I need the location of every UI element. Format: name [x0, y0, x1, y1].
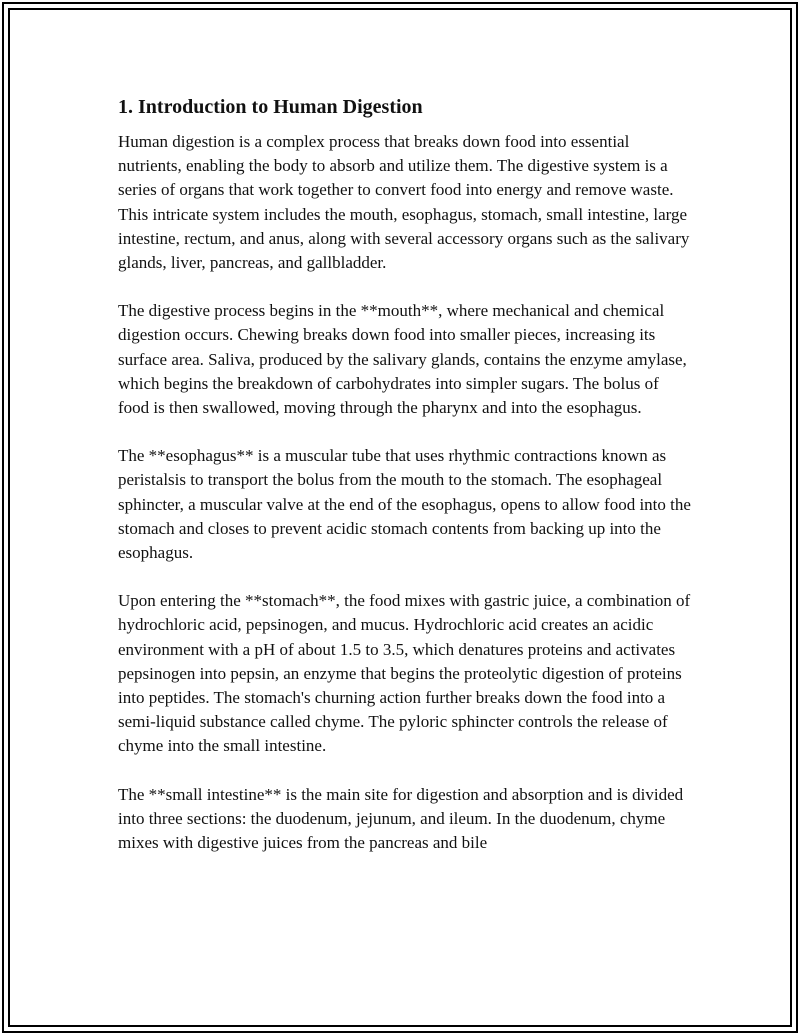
- document-body: [118, 94, 692, 879]
- paragraph-mouth: The digestive process begins in the **mouth**, where mechanical and chemical digestion occurs. Chewing breaks down food into smaller pieces, increasing its surface area. Saliva, produced by the salivary glands, contains the enzyme amylase, which begins the breakdown of carbohydrates into simpler sugars. The bolus of food is then swallowed, moving through the pharynx and into the esophagus.: [118, 301, 687, 418]
- paragraph-esophagus: The **esophagus** is a muscular tube that uses rhythmic contractions known as peristalsis to transport the bolus from the mouth to the stomach. The esophageal sphincter, a muscular valve at the end of the esophagus, opens to allow food into the stomach and closes to prevent acidic stomach contents from backing up into the esophagus.: [118, 446, 691, 563]
- paragraph-introduction: Human digestion is a complex process that breaks down food into essential nutrients, enabling the body to absorb and utilize them. The digestive system is a series of organs that work together to convert food into energy and remove waste. This intricate system includes the mouth, esophagus, stomach, small intestine, large intestine, rectum, and anus, along with several accessory organs such as the salivary glands, liver, pancreas, and gallbladder.: [118, 132, 690, 273]
- paragraph-small-intestine: The **small intestine** is the main site for digestion and absorption and is divided into three sections: the duodenum, jejunum, and ileum. In the duodenum, chyme mixes with digestive juices from the pancreas and bile: [118, 784, 684, 853]
- section-heading: 1. Introduction to Human Digestion: [118, 96, 423, 118]
- paragraph-stomach: Upon entering the **stomach**, the food mixes with gastric juice, a combination of hydrochloric acid, pepsinogen, and mucus. Hydrochloric acid creates an acidic environment with a pH of about 1.5 to 3.5, which denatures proteins and activates pepsinogen into pepsin, an enzyme that begins the proteolytic digestion of proteins into peptides. The stomach's churning action further breaks down the food into a semi-liquid substance called chyme. The pyloric sphincter controls the release of chyme into the small intestine.: [118, 591, 691, 756]
